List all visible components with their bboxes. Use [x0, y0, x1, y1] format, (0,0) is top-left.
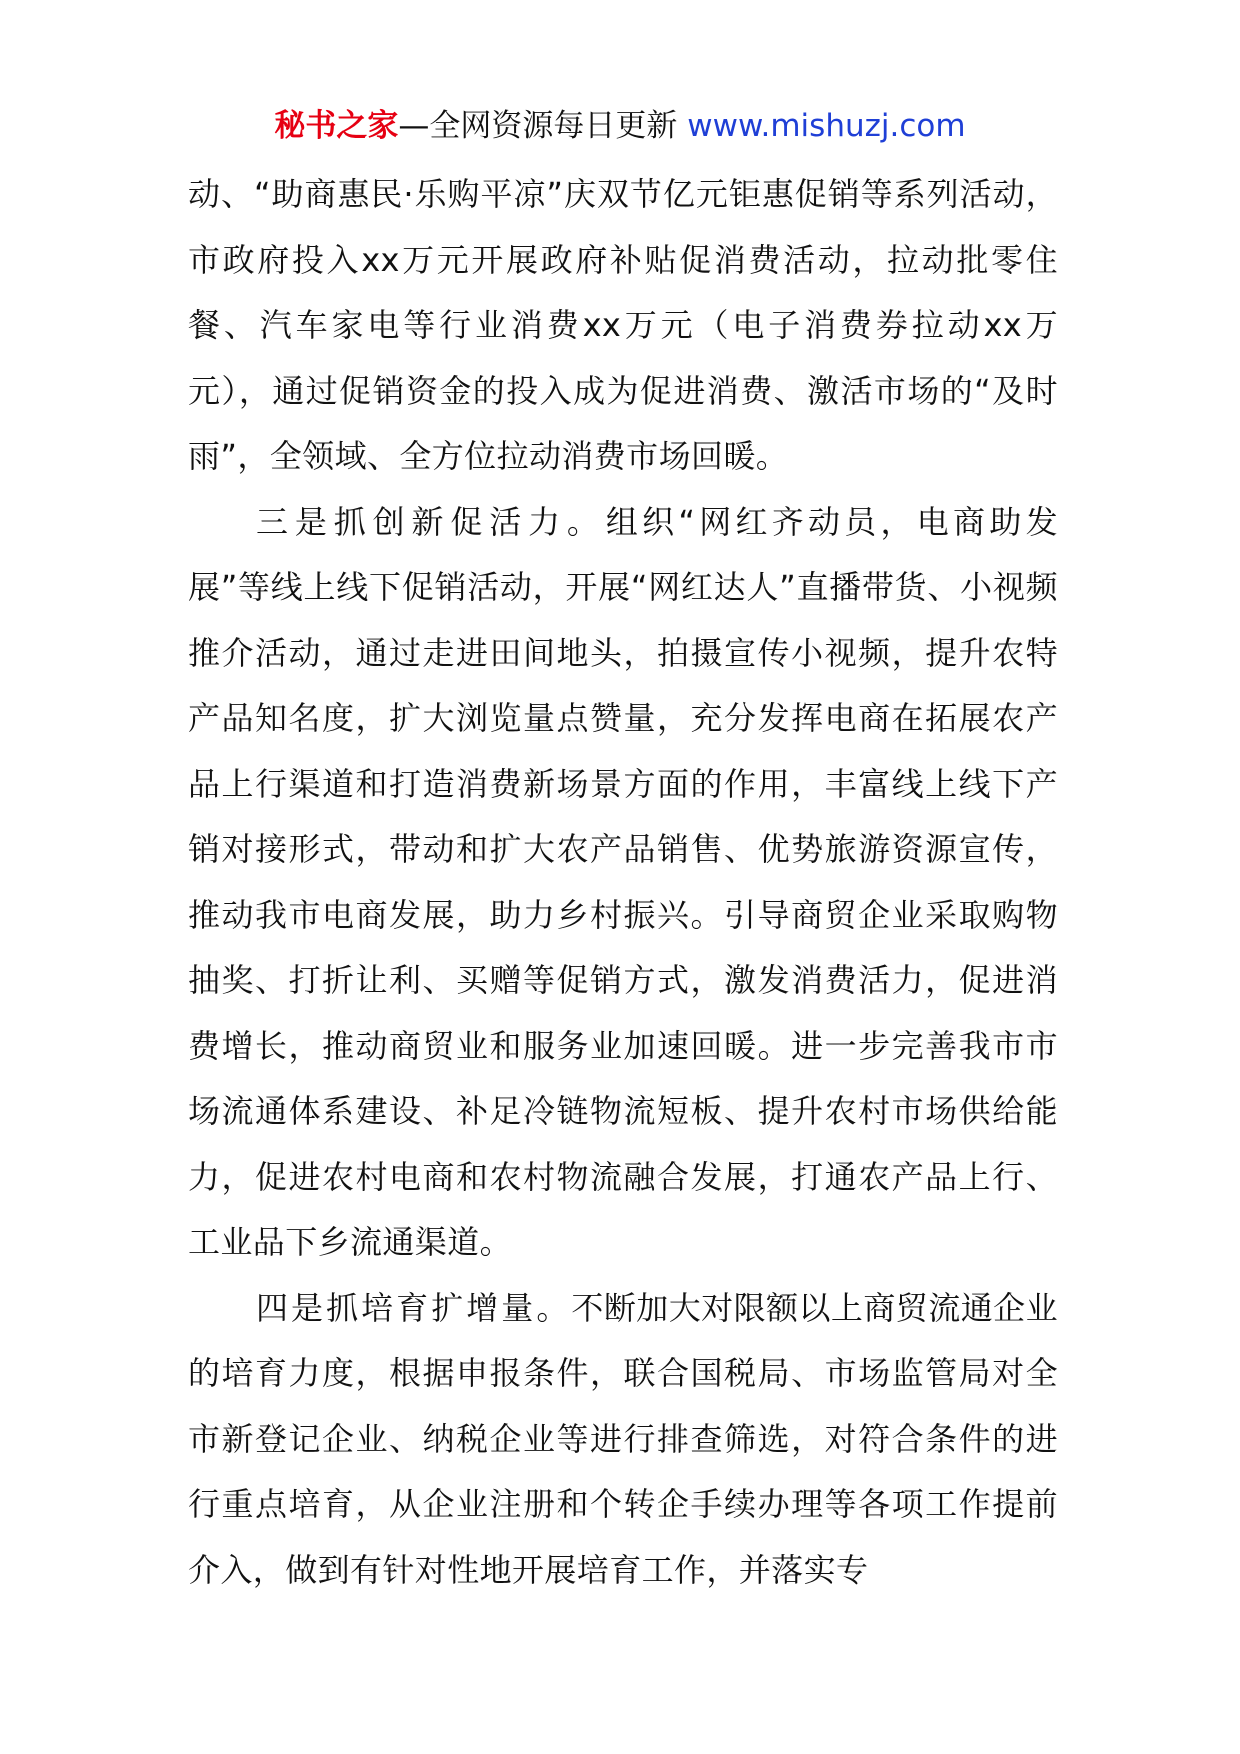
paragraph-cultivation: [188, 1276, 1058, 1604]
paragraph-text: 动、“助商惠民·乐购平凉”庆双节亿元钜惠促销等系列活动，市政府投入xx万元开展政府补贴促消费活动，拉动批零住餐、汽车家电等行业消费xx万元（电子消费券拉动xx万元），通过促销资金的投入成为促进消费、激活市场的“及时雨”，全领域、全方位拉动消费市场回暖。: [188, 175, 1058, 475]
paragraph-lead: 四是抓培育扩增量。: [256, 1288, 572, 1327]
paragraph-text: 不断加大对限额以上商贸流通企业的培育力度，根据申报条件，联合国税局、市场监管局对全市新登记企业、纳税企业等进行排查筛选，对符合条件的进行重点培育，从企业注册和个转企手续办理等各项工作提前介入，做到有针对性地开展培育工作，并落实专: [188, 1288, 1058, 1589]
paragraph-continued: [188, 162, 1058, 490]
header-brand: 秘书之家: [274, 108, 399, 144]
document-body: [188, 162, 1058, 1603]
header-url-link[interactable]: www.mishuzj.com: [687, 108, 966, 144]
paragraph-text: 组织“网红齐动员，电商助发展”等线上线下促销活动，开展“网红达人”直播带货、小视频推介活动，通过走进田间地头，拍摄宣传小视频，提升农特产品知名度，扩大浏览量点赞量，充分发挥电商在拓展农产品上行渠道和打造消费新场景方面的作用，丰富线上线下产销对接形式，带动和扩大农产品销售、优势旅游资源宣传，推动我市电商发展，助力乡村振兴。引导商贸企业采取购物抽奖、打折让利、买赠等促销方式，激发消费活力，促进消费增长，推动商贸业和服务业加速回暖。进一步完善我市市场流通体系建设、补足冷链物流短板、提升农村市场供给能力，促进农村电商和农村物流融合发展，打通农产品上行、工业品下乡流通渠道。: [188, 502, 1058, 1261]
paragraph-lead: 三是抓创新促活力。: [256, 502, 606, 541]
header-tagline: —全网资源每日更新: [398, 108, 678, 144]
page-header: [0, 104, 1240, 148]
paragraph-innovation: [188, 490, 1058, 1276]
